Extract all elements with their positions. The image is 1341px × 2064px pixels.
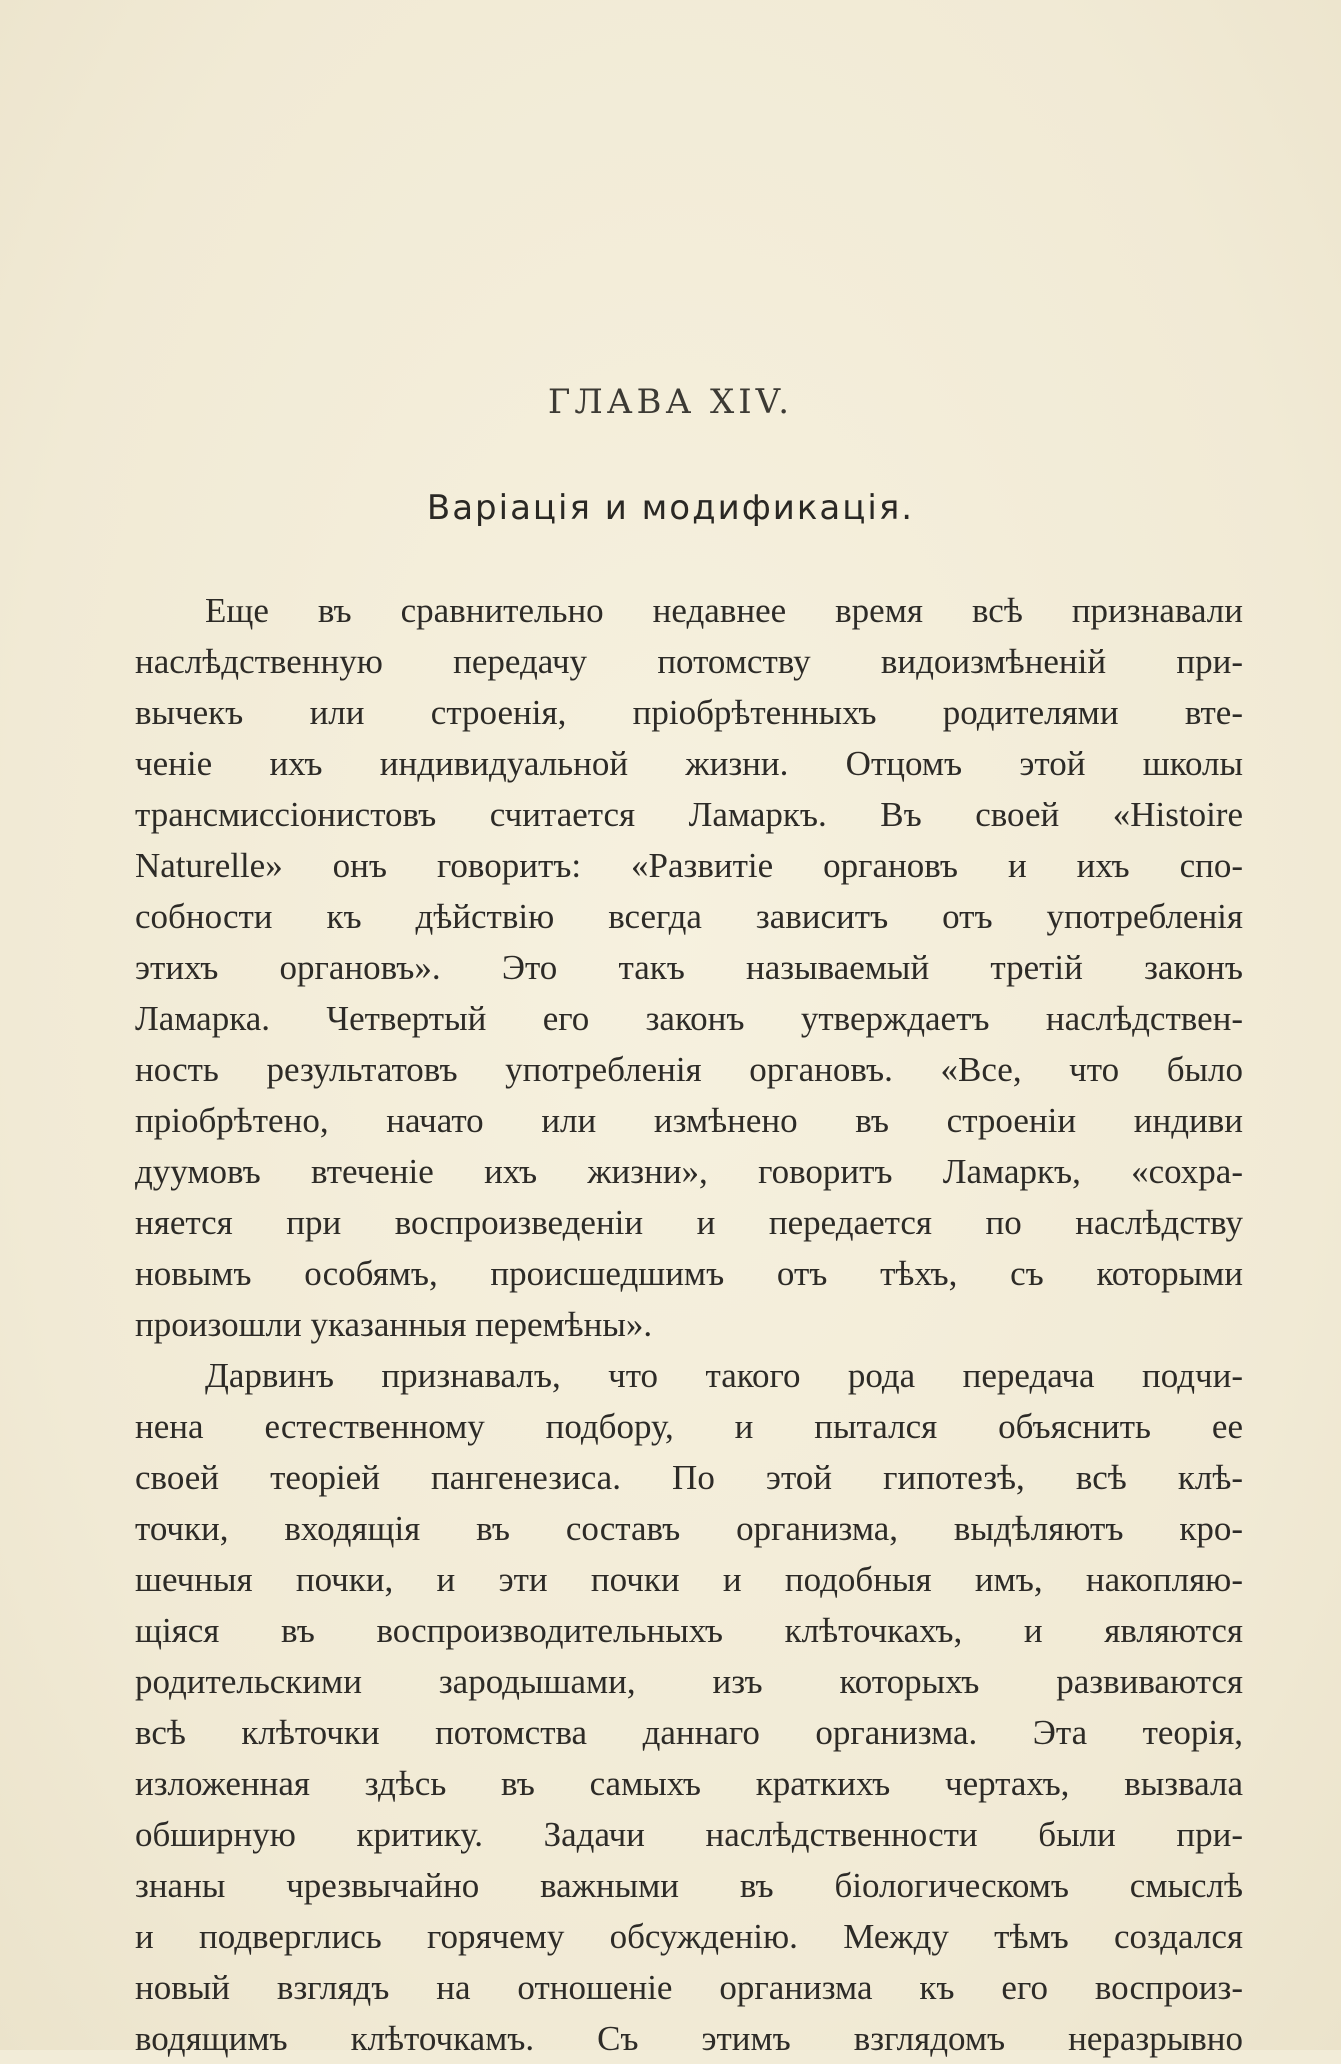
text-line: всѣ клѣточки потомства даннаго организма. Эта теорія, bbox=[135, 1713, 1243, 1752]
text-line: Naturelle» онъ говоритъ: «Развитіе органовъ и ихъ спо- bbox=[135, 846, 1243, 885]
text-line: пріобрѣтено, начато или измѣнено въ строеніи индиви bbox=[135, 1101, 1243, 1140]
text-line: дуумовъ втеченіе ихъ жизни», говоритъ Ламаркъ, «сохра- bbox=[135, 1152, 1243, 1191]
text-line: Еще въ сравнительно недавнее время всѣ признавали bbox=[205, 591, 1243, 630]
text-line: ность результатовъ употребленія органовъ. «Все, что было bbox=[135, 1050, 1243, 1089]
chapter-heading: ГЛАВА XIV. bbox=[547, 382, 794, 422]
text-line: обширную критику. Задачи наслѣдственности были при- bbox=[135, 1815, 1243, 1854]
text-line: Ламарка. Четвертый его законъ утверждаетъ наслѣдствен- bbox=[135, 999, 1243, 1038]
text-line: шечныя почки, и эти почки и подобныя имъ, накопляю- bbox=[135, 1560, 1243, 1599]
text-line: изложенная здѣсь въ самыхъ краткихъ чертахъ, вызвала bbox=[135, 1764, 1243, 1803]
text-line: вычекъ или строенія, пріобрѣтенныхъ родителями вте- bbox=[135, 693, 1243, 732]
text-line: родительскими зародышами, изъ которыхъ развиваются bbox=[135, 1662, 1243, 1701]
text-line: своей теоріей пангенезиса. По этой гипотезѣ, всѣ клѣ- bbox=[135, 1458, 1243, 1497]
text-line: няется при воспроизведеніи и передается по наслѣдству bbox=[135, 1203, 1243, 1242]
text-line: новый взглядъ на отношеніе организма къ его воспроиз- bbox=[135, 1968, 1243, 2007]
section-title: Варіація и модификація. bbox=[426, 488, 915, 528]
text-line: этихъ органовъ». Это такъ называемый третій законъ bbox=[135, 948, 1243, 987]
text-line: трансмиссіонистовъ считается Ламаркъ. Въ своей «Histoire bbox=[135, 795, 1243, 834]
text-line: щіяся въ воспроизводительныхъ клѣточкахъ, и являются bbox=[135, 1611, 1243, 1650]
text-line: произошли указанныя перемѣны». bbox=[135, 1305, 653, 1344]
text-line: ченіе ихъ индивидуальной жизни. Отцомъ этой школы bbox=[135, 744, 1243, 783]
text-line: собности къ дѣйствію всегда зависитъ отъ употребленія bbox=[135, 897, 1243, 936]
paragraph bbox=[135, 585, 1243, 1350]
text-line: новымъ особямъ, происшедшимъ отъ тѣхъ, съ которыми bbox=[135, 1254, 1243, 1293]
body-text bbox=[135, 585, 1243, 2064]
text-line: знаны чрезвычайно важными въ біологическомъ смыслѣ bbox=[135, 1866, 1243, 1905]
paragraph bbox=[135, 1350, 1243, 2064]
text-line: точки, входящія въ составъ организма, выдѣляютъ кро- bbox=[135, 1509, 1243, 1548]
text-line: и подверглись горячему обсужденію. Между тѣмъ создался bbox=[135, 1917, 1243, 1956]
text-line: Дарвинъ признавалъ, что такого рода передача подчи- bbox=[205, 1356, 1243, 1395]
text-line: нена естественному подбору, и пытался объяснить ее bbox=[135, 1407, 1243, 1446]
text-line: наслѣдственную передачу потомству видоизмѣненій при- bbox=[135, 642, 1243, 681]
text-line: водящимъ клѣточкамъ. Съ этимъ взглядомъ неразрывно bbox=[135, 2019, 1243, 2058]
